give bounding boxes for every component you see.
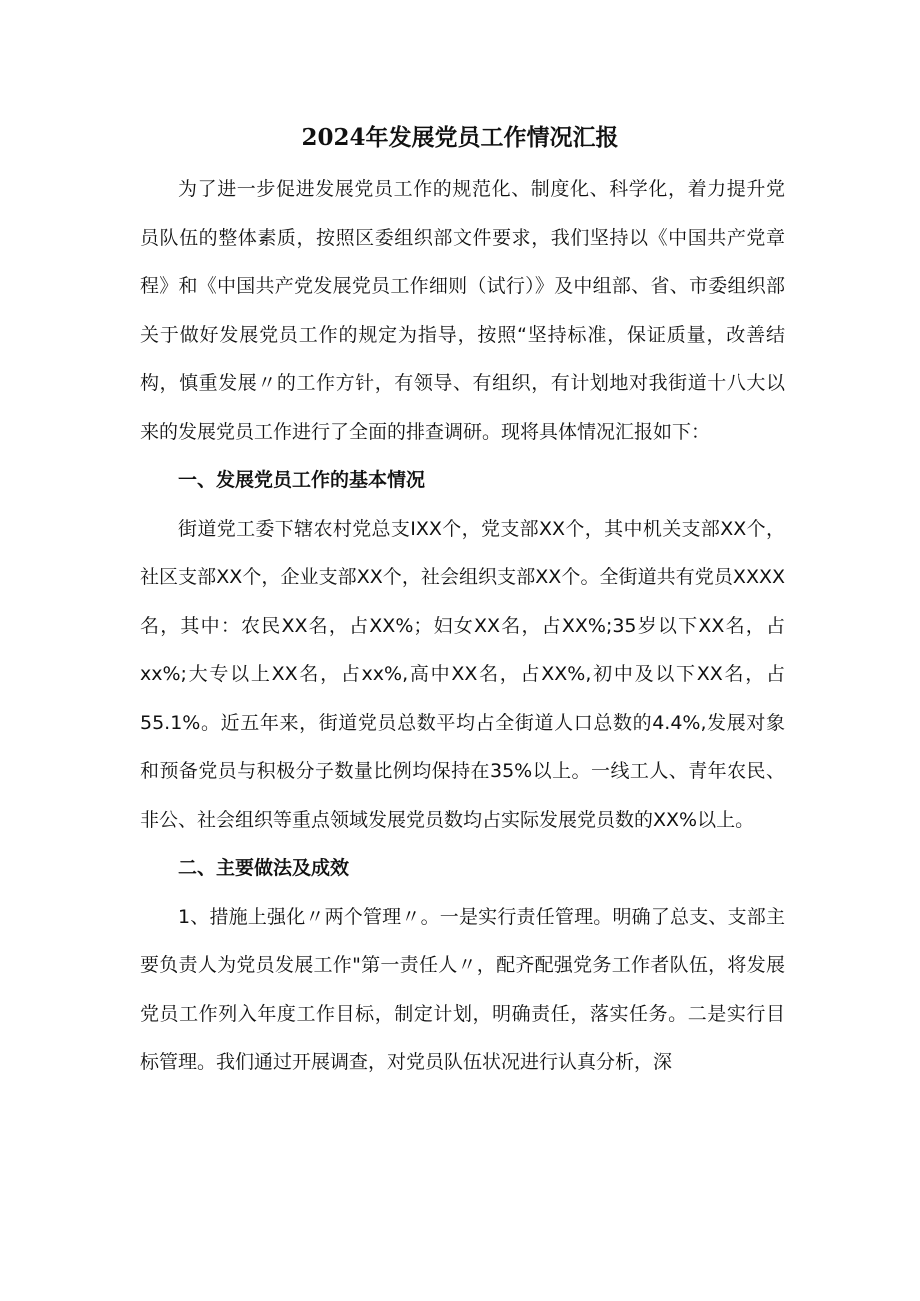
section-heading-basic-situation: 一、发展党员工作的基本情况 [178,469,426,491]
main-practices-paragraph: 1、措施上强化〃两个管理〃。一是实行责任管理。明确了总支、支部主要负责人为党员发展工作"第一责任人〃，配齐配强党务工作者队伍，将发展党员工作列入年度工作目标，制定计划，明确责任，落实任务。二是实行目标管理。我们通过开展调查，对党员队伍状况进行认真分析，深 [140,905,785,1073]
document-title: 2024年发展党员工作情况汇报 [301,124,619,151]
intro-paragraph: 为了进一步促进发展党员工作的规范化、制度化、科学化，着力提升党员队伍的整体素质，按照区委组织部文件要求，我们坚持以《中国共产党章程》和《中国共产党发展党员工作细则（试行）》及中组部、省、市委组织部关于做好发展党员工作的规定为指导，按照“坚持标准，保证质量，改善结构，慎重发展〃的工作方针，有领导、有组织，有计划地对我街道十八大以来的发展党员工作进行了全面的排查调研。现将具体情况汇报如下： [140,178,785,443]
section-heading-main-practices: 二、主要做法及成效 [178,857,350,879]
document-body [140,165,785,1087]
basic-situation-paragraph: 街道党工委下辖农村党总支IXX个，党支部XX个，其中机关支部XX个，社区支部XX个，企业支部XX个，社会组织支部XX个。全街道共有党员XXXX名，其中：农民XX名，占XX%；妇女XX名，占XX%;35岁以下XX名，占xx%;大专以上XX名，占xx%,高中XX名，占XX%,初中及以下XX名，占55.1%。近五年来，街道党员总数平均占全街道人口总数的4.4%,发展对象和预备党员与积极分子数量比例均保持在35%以上。一线工人、青年农民、非公、社会组织等重点领域发展党员数均占实际发展党员数的XX%以上。 [140,517,785,831]
